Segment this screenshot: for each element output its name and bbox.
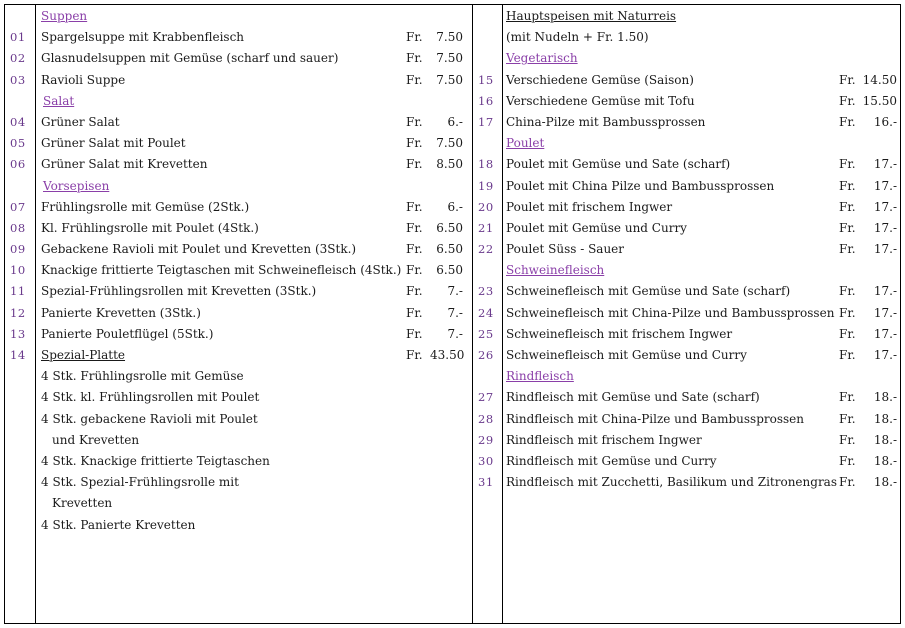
item-name: Verschiedene Gemüse mit Tofu	[506, 93, 695, 108]
menu-item-row	[10, 112, 470, 133]
item-name: Rindfleisch mit Gemüse und Curry	[506, 453, 717, 468]
item-number: 14	[10, 348, 26, 362]
item-name: Knackige frittierte Teigtaschen mit Schweinefleisch (4Stk.)	[41, 263, 402, 278]
item-number: 03	[10, 72, 26, 87]
platter-component-row	[10, 387, 470, 408]
price-currency: Fr.	[839, 284, 856, 299]
item-price: 7.-	[447, 326, 463, 341]
category-row-vegetarisch	[478, 48, 898, 69]
menu-item-row	[10, 154, 470, 175]
platter-component-row	[10, 366, 470, 387]
menu-item-row	[10, 218, 470, 239]
platter-component: 4 Stk. Panierte Krevetten	[41, 517, 196, 532]
item-price: 7.50	[436, 72, 463, 87]
item-price: 16.-	[873, 114, 897, 129]
platter-component: 4 Stk. Knackige frittierte Teigtaschen	[41, 453, 270, 468]
item-price: 14.50	[862, 72, 897, 87]
platter-component-row	[10, 472, 470, 493]
category-heading: Salat	[43, 93, 75, 108]
item-number: 22	[478, 242, 494, 257]
menu-item-row	[10, 303, 470, 324]
menu-item-row	[478, 451, 898, 472]
menu-item-row	[478, 239, 898, 260]
item-price: 43.50	[430, 348, 465, 362]
menu-item-row	[10, 324, 470, 345]
platter-component-row	[10, 493, 470, 514]
item-number: 17	[478, 114, 494, 129]
price-currency: Fr.	[406, 114, 423, 129]
item-price: 7.-	[447, 305, 463, 320]
item-name: Schweinefleisch mit frischem Ingwer	[506, 326, 733, 341]
item-number: 16	[478, 93, 494, 108]
menu-item-row	[10, 27, 470, 48]
item-number: 08	[10, 220, 26, 235]
left-menu-column	[10, 6, 470, 536]
item-price: 17.-	[873, 326, 897, 341]
item-name: Gebackene Ravioli mit Poulet und Krevetten (3Stk.)	[41, 242, 357, 257]
item-number: 18	[478, 157, 494, 172]
category-heading: Rindfleisch	[506, 369, 574, 384]
item-price: 6.50	[436, 242, 463, 257]
category-row-suppen	[10, 6, 470, 27]
item-name: Schweinefleisch mit Gemüse und Sate (scharf)	[506, 284, 791, 299]
item-number: 01	[10, 30, 26, 45]
price-currency: Fr.	[406, 305, 423, 320]
item-number: 02	[10, 51, 26, 66]
price-currency: Fr.	[839, 199, 856, 214]
item-number: 24	[478, 305, 494, 320]
item-name: Rindfleisch mit Zucchetti, Basilikum und Zitronengras	[506, 475, 837, 490]
menu-item-row	[478, 345, 898, 366]
section-heading: Hauptspeisen mit Naturreis	[506, 9, 677, 23]
price-currency: Fr.	[406, 284, 423, 299]
item-name: Schweinefleisch mit Gemüse und Curry	[506, 348, 747, 362]
price-currency: Fr.	[406, 51, 423, 66]
category-heading: Poulet	[506, 136, 545, 151]
menu-item-row	[10, 260, 470, 281]
item-name: Rindfleisch mit frischem Ingwer	[506, 432, 702, 447]
price-currency: Fr.	[839, 432, 856, 447]
price-currency: Fr.	[839, 326, 856, 341]
price-currency: Fr.	[839, 453, 856, 468]
item-number: 11	[10, 284, 26, 299]
item-price: 17.-	[873, 199, 897, 214]
item-number: 27	[478, 390, 494, 405]
menu-item-row	[478, 154, 898, 175]
item-number: 13	[10, 326, 26, 341]
item-name: China-Pilze mit Bambussprossen	[506, 114, 706, 129]
menu-item-row	[478, 472, 898, 493]
item-price: 17.-	[873, 242, 897, 257]
price-currency: Fr.	[839, 93, 856, 108]
item-price: 7.-	[447, 284, 463, 299]
item-name: Panierte Pouletflügel (5Stk.)	[41, 326, 214, 341]
item-name: Schweinefleisch mit China-Pilze und Bambussprossen	[506, 305, 835, 320]
category-heading: Vegetarisch	[506, 51, 578, 66]
price-currency: Fr.	[406, 220, 423, 235]
price-currency: Fr.	[839, 411, 856, 426]
menu-item-row	[478, 112, 898, 133]
item-name: Poulet mit frischem Ingwer	[506, 199, 673, 214]
item-price: 18.-	[873, 390, 897, 405]
item-number: 10	[10, 263, 26, 278]
platter-component: Krevetten	[52, 496, 113, 511]
item-name: Poulet mit Gemüse und Sate (scharf)	[506, 157, 731, 172]
item-price: 18.-	[873, 475, 897, 490]
item-price: 7.50	[436, 30, 463, 45]
item-price: 7.50	[436, 136, 463, 151]
item-number: 31	[478, 475, 494, 490]
price-currency: Fr.	[839, 242, 856, 257]
price-currency: Fr.	[839, 114, 856, 129]
menu-item-row	[478, 409, 898, 430]
item-number: 04	[10, 114, 26, 129]
menu-item-row	[478, 430, 898, 451]
item-number: 07	[10, 199, 26, 214]
item-number: 15	[478, 72, 494, 87]
item-price: 17.-	[873, 284, 897, 299]
platter-component-row	[10, 409, 470, 430]
right-menu-column	[478, 6, 898, 493]
item-number: 30	[478, 453, 494, 468]
item-price: 15.50	[862, 93, 897, 108]
item-number: 12	[10, 305, 26, 320]
item-number: 21	[478, 220, 494, 235]
menu-item-row	[10, 239, 470, 260]
item-number: 06	[10, 157, 26, 172]
menu-item-row	[10, 48, 470, 69]
menu-item-row	[478, 176, 898, 197]
price-currency: Fr.	[406, 263, 423, 278]
item-number: 20	[478, 199, 494, 214]
menu-item-row	[10, 197, 470, 218]
price-currency: Fr.	[406, 326, 423, 341]
item-price: 6.50	[436, 220, 463, 235]
item-name: Grüner Salat mit Poulet	[41, 136, 186, 151]
item-number: 26	[478, 348, 494, 362]
category-heading: Suppen	[41, 9, 88, 23]
section-note: (mit Nudeln + Fr. 1.50)	[506, 30, 649, 45]
item-number: 28	[478, 411, 494, 426]
menu-item-row	[10, 70, 470, 91]
price-currency: Fr.	[406, 157, 423, 172]
section-heading-row	[478, 6, 898, 27]
menu-item-row	[10, 281, 470, 302]
item-price: 6.50	[436, 263, 463, 278]
item-price: 17.-	[873, 220, 897, 235]
platter-component: und Krevetten	[52, 432, 140, 447]
item-name: Grüner Salat	[41, 114, 120, 129]
item-price: 18.-	[873, 411, 897, 426]
item-price: 6.-	[447, 199, 463, 214]
item-price: 17.-	[873, 178, 897, 193]
platter-component: 4 Stk. Frühlingsrolle mit Gemüse	[41, 369, 244, 384]
item-name: Rindfleisch mit Gemüse und Sate (scharf)	[506, 390, 760, 405]
price-currency: Fr.	[406, 199, 423, 214]
item-number: 29	[478, 432, 494, 447]
category-row-schweinefleisch	[478, 260, 898, 281]
platter-component: 4 Stk. kl. Frühlingsrollen mit Poulet	[41, 390, 260, 405]
platter-component-row	[10, 451, 470, 472]
price-currency: Fr.	[406, 242, 423, 257]
section-note-row	[478, 27, 898, 48]
item-name: Frühlingsrolle mit Gemüse (2Stk.)	[41, 199, 250, 214]
menu-item-row	[478, 70, 898, 91]
item-number: 09	[10, 242, 26, 257]
item-name: Panierte Krevetten (3Stk.)	[41, 305, 201, 320]
platter-component: 4 Stk. Spezial-Frühlingsrolle mit	[41, 475, 239, 490]
menu-item-row	[478, 91, 898, 112]
item-name: Ravioli Suppe	[41, 72, 126, 87]
price-currency: Fr.	[839, 178, 856, 193]
item-price: 17.-	[873, 305, 897, 320]
menu-item-row	[478, 218, 898, 239]
menu-item-row	[478, 387, 898, 408]
platter-component-row	[10, 515, 470, 536]
item-name: Spezial-Platte	[41, 348, 126, 362]
platter-component: 4 Stk. gebackene Ravioli mit Poulet	[41, 411, 258, 426]
menu-item-row	[10, 345, 470, 366]
item-price: 7.50	[436, 51, 463, 66]
item-name: Verschiedene Gemüse (Saison)	[506, 72, 694, 87]
menu-item-row	[10, 133, 470, 154]
price-currency: Fr.	[839, 348, 856, 362]
item-name: Rindfleisch mit China-Pilze und Bambussprossen	[506, 411, 804, 426]
item-price: 6.-	[447, 114, 463, 129]
category-row-poulet	[478, 133, 898, 154]
price-currency: Fr.	[839, 220, 856, 235]
category-row-vorsepisen	[10, 176, 470, 197]
menu-item-row	[478, 303, 898, 324]
menu-item-row	[478, 324, 898, 345]
item-name: Glasnudelsuppen mit Gemüse (scharf und sauer)	[41, 51, 339, 66]
category-row-salat	[10, 91, 470, 112]
item-name: Spargelsuppe mit Krabbenfleisch	[41, 30, 245, 45]
price-currency: Fr.	[839, 72, 856, 87]
item-price: 18.-	[873, 453, 897, 468]
price-currency: Fr.	[406, 348, 423, 362]
item-name: Spezial-Frühlingsrollen mit Krevetten (3Stk.)	[41, 284, 317, 299]
price-currency: Fr.	[406, 30, 423, 45]
item-number: 25	[478, 326, 494, 341]
item-number: 05	[10, 136, 26, 151]
price-currency: Fr.	[839, 390, 856, 405]
price-currency: Fr.	[839, 305, 856, 320]
platter-component-row	[10, 430, 470, 451]
item-price: 17.-	[873, 157, 897, 172]
column-divider	[472, 4, 473, 624]
item-name: Grüner Salat mit Krevetten	[41, 157, 208, 172]
price-currency: Fr.	[406, 72, 423, 87]
item-price: 8.50	[436, 157, 463, 172]
menu-item-row	[478, 197, 898, 218]
menu-item-row	[478, 281, 898, 302]
category-heading: Schweinefleisch	[506, 263, 605, 278]
item-price: 17.-	[873, 348, 897, 362]
item-name: Poulet mit China Pilze und Bambussprossen	[506, 178, 775, 193]
item-price: 18.-	[873, 432, 897, 447]
category-row-rindfleisch	[478, 366, 898, 387]
item-number: 19	[478, 178, 494, 193]
price-currency: Fr.	[839, 157, 856, 172]
item-name: Poulet Süss - Sauer	[506, 242, 625, 257]
item-number: 23	[478, 284, 494, 299]
item-name: Poulet mit Gemüse und Curry	[506, 220, 687, 235]
category-heading: Vorsepisen	[43, 178, 110, 193]
price-currency: Fr.	[406, 136, 423, 151]
item-name: Kl. Frühlingsrolle mit Poulet (4Stk.)	[41, 220, 259, 235]
price-currency: Fr.	[839, 475, 856, 490]
